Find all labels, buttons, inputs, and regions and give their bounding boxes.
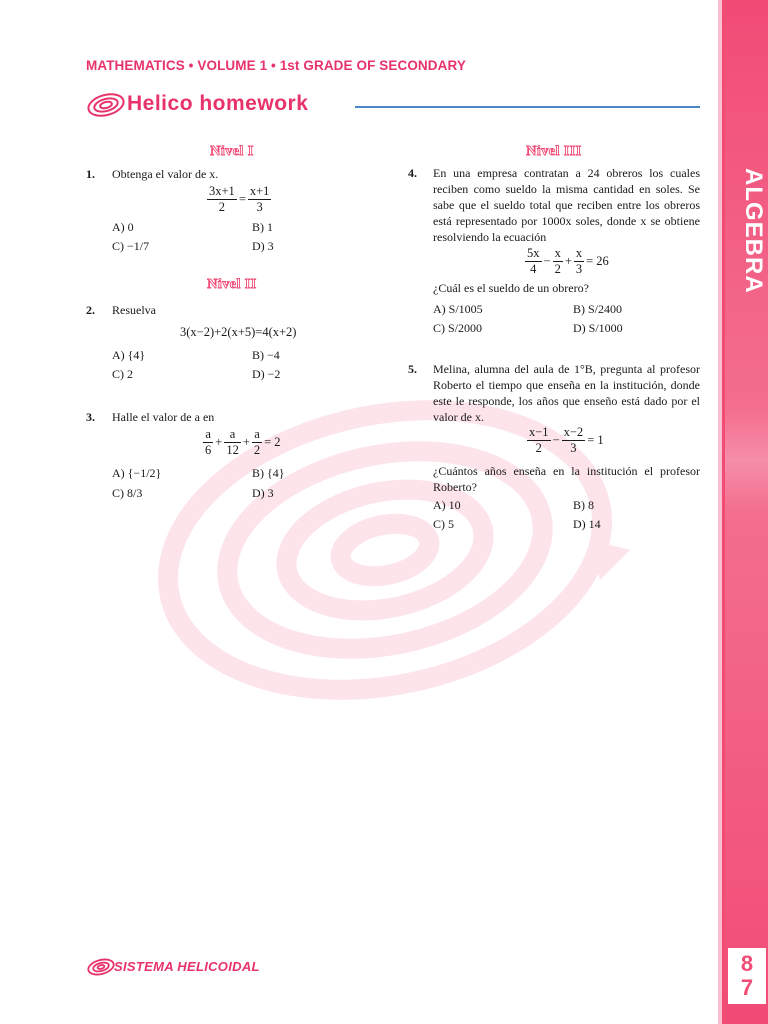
- equation-5: $\frac{x-1}{2}$ − $\frac{x-2}{3}$ = 1: [529, 425, 604, 455]
- subject-label: ALGEBRA: [740, 168, 767, 294]
- option-3a[interactable]: A) {−1/2}: [112, 466, 162, 480]
- option-4d[interactable]: D) S/1000: [573, 321, 623, 335]
- option-1b[interactable]: B) 1: [252, 220, 273, 234]
- question-number-5: 5.: [408, 362, 417, 376]
- question-number-3: 3.: [86, 410, 95, 424]
- option-4a[interactable]: A) S/1005: [433, 302, 483, 316]
- page-number: [728, 952, 766, 1000]
- question-prompt-5: ¿Cuántos años enseña en la institución el profesor Roberto?: [433, 464, 700, 494]
- question-text-4: En una empresa contratan a 24 obreros los cuales reciben como sueldo la misma cantidad en soles. Se sabe que el sueldo total que reciben entre los obreros está representado por 1000x soles, donde x se obtiene resolviendo la ecuación: [433, 166, 700, 244]
- page-number-top: 8: [740, 951, 754, 976]
- question-prompt-4: ¿Cuál es el sueldo de un obrero?: [433, 281, 589, 295]
- option-2c[interactable]: C) 2: [112, 367, 133, 381]
- title-rule: [355, 106, 700, 108]
- option-4b[interactable]: B) S/2400: [573, 302, 623, 316]
- question-number-2: 2.: [86, 303, 95, 317]
- option-5a[interactable]: A) 10: [433, 498, 461, 512]
- option-5b[interactable]: B) 8: [573, 498, 594, 512]
- option-1a[interactable]: A) 0: [112, 220, 134, 234]
- option-3d[interactable]: D) 3: [252, 486, 274, 500]
- level-heading-3: Nivel III: [526, 144, 582, 159]
- sidebar-stripe: [718, 0, 722, 1024]
- equation-4: $\frac{5x}{4}$ − $\frac{x}{2}$ + $\frac{x}{3}$ = 26: [527, 246, 609, 276]
- footer-swirl-icon: [86, 958, 116, 976]
- option-4c[interactable]: C) S/2000: [433, 321, 483, 335]
- option-2a[interactable]: A) {4}: [112, 348, 146, 362]
- question-text-1: Obtenga el valor de x.: [112, 167, 219, 181]
- option-5c[interactable]: C) 5: [433, 517, 454, 531]
- option-1c[interactable]: C) −1/7: [112, 239, 150, 253]
- series-header: MATHEMATICS • VOLUME 1 • 1st GRADE OF SECONDARY: [86, 58, 466, 73]
- sidebar-gradient: [725, 0, 768, 1024]
- question-number-4: 4.: [408, 166, 417, 180]
- question-number-1: 1.: [86, 167, 95, 181]
- level-heading-2: Nivel II: [207, 277, 257, 292]
- option-5d[interactable]: D) 14: [573, 517, 601, 531]
- question-text-2: Resuelva: [112, 303, 156, 317]
- option-3c[interactable]: C) 8/3: [112, 486, 143, 500]
- page-number-bottom: 7: [740, 975, 754, 1000]
- level-heading-1: Nivel I: [210, 144, 254, 159]
- option-2d[interactable]: D) −2: [252, 367, 281, 381]
- equation-3: $\frac{a}{6}$ + $\frac{a}{12}$ + $\frac{a}{2}$ = 2: [205, 427, 281, 457]
- section-title: Helico homework: [127, 92, 309, 115]
- option-3b[interactable]: B) {4}: [252, 466, 285, 480]
- question-text-3: Halle el valor de a en: [112, 410, 215, 424]
- question-text-5: Melina, alumna del aula de 1°B, pregunta al profesor Roberto el tiempo que enseña en la institución, donde este le responde, los años que enseño está dado por el valor de x.: [433, 362, 700, 424]
- equation-2: 3(x−2)+2(x+5)=4(x+2): [180, 325, 297, 339]
- option-1d[interactable]: D) 3: [252, 239, 274, 253]
- option-2b[interactable]: B) −4: [252, 348, 280, 362]
- helico-swirl-icon: [86, 92, 126, 118]
- footer-brand: SISTEMA HELICOIDAL: [114, 959, 260, 974]
- equation-1: $\frac{3x+1}{2}$ = $\frac{x+1}{3}$: [209, 184, 270, 214]
